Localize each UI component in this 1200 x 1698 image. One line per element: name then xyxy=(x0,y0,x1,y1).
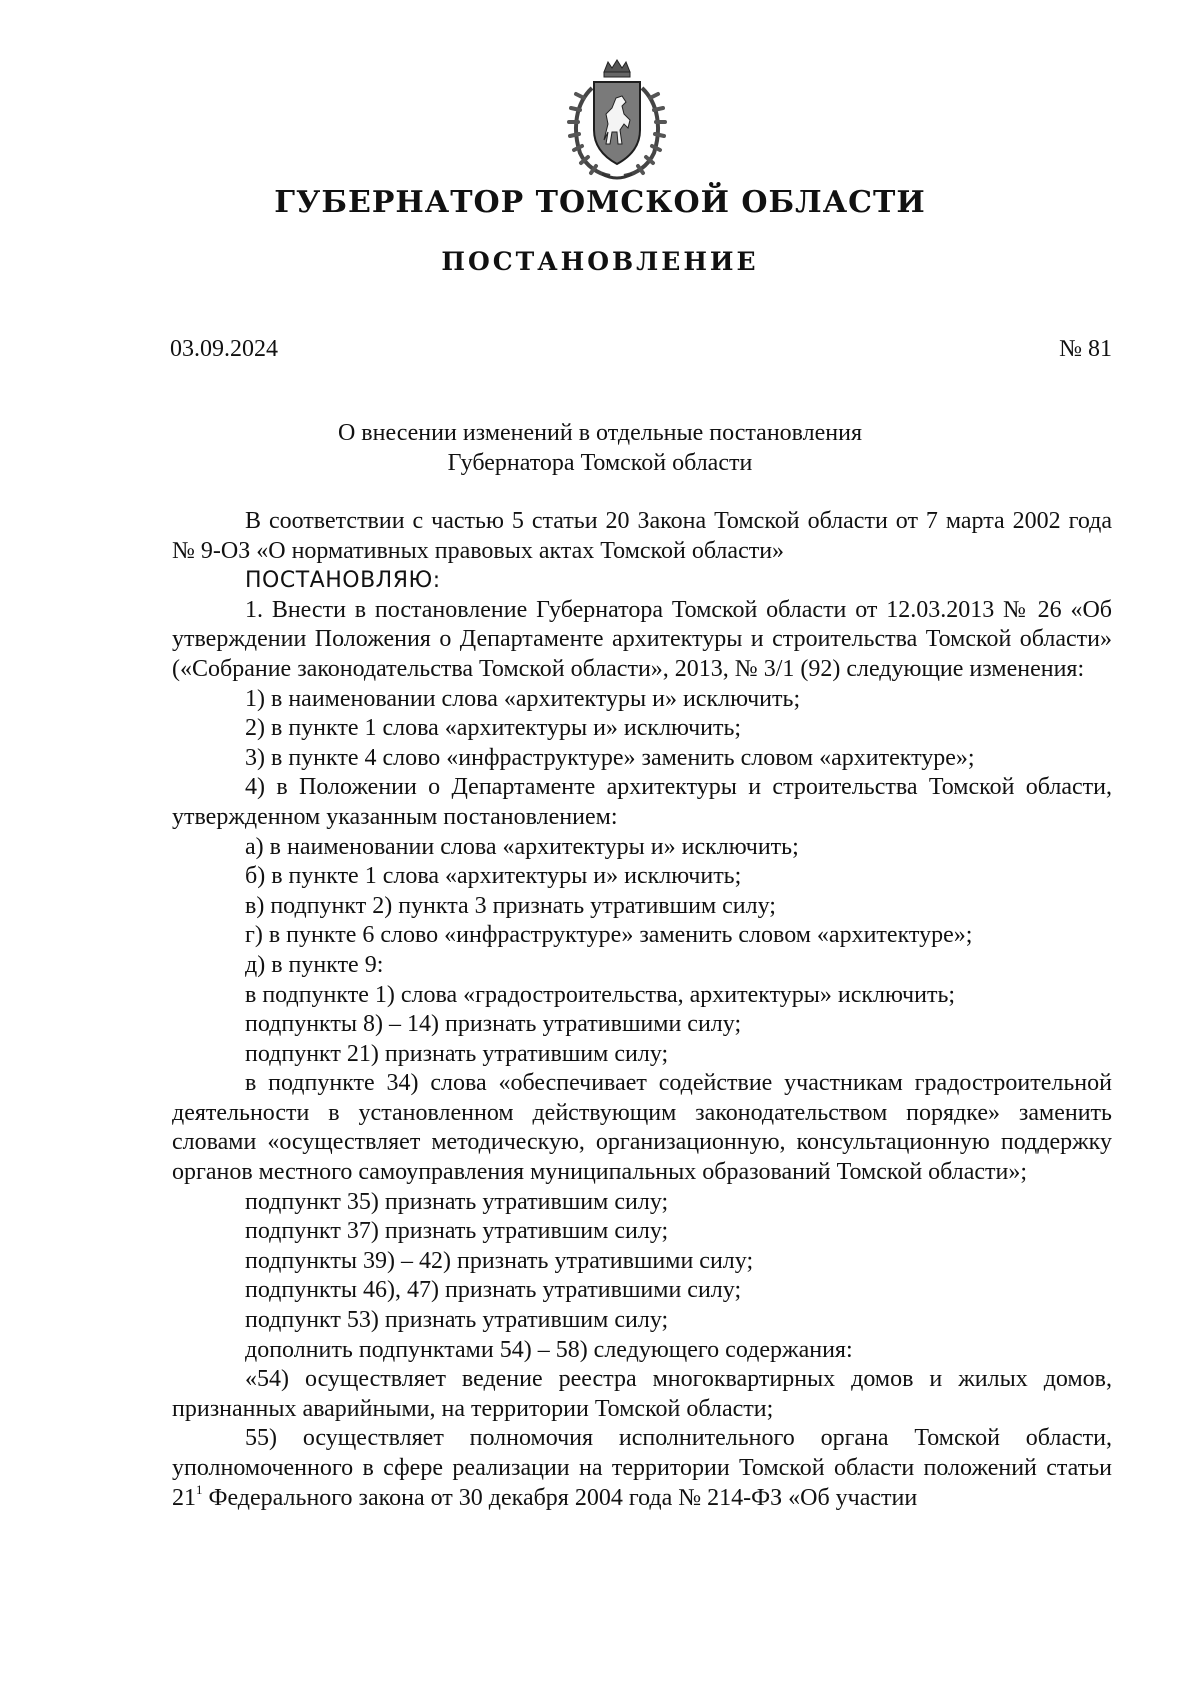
item-1: 1) в наименовании слова «архитектуры и» исключить; xyxy=(245,685,801,712)
item-2: 2) в пункте 1 слова «архитектуры и» исключить; xyxy=(245,715,742,742)
subitem-d-10: дополнить подпунктами 54) – 58) следующего содержания: xyxy=(245,1336,853,1363)
subitem-v: в) подпункт 2) пункта 3 признать утратившим силу; xyxy=(245,892,776,919)
subitem-d-1: в подпункте 1) слова «градостроительства, архитектуры» исключить; xyxy=(245,981,956,1008)
decree-word: ПОСТАНОВЛЯЮ: xyxy=(245,568,441,594)
subitem-d-3: подпункт 21) признать утратившим силу; xyxy=(245,1040,669,1067)
subitem-d-5: подпункт 35) признать утратившим силу; xyxy=(245,1188,669,1215)
title-line-1: О внесении изменений в отдельные постановления xyxy=(337,420,863,446)
subitem-d-9: подпункт 53) признать утратившим силу; xyxy=(245,1307,669,1334)
subitem-d-2: подпункты 8) – 14) признать утратившими силу; xyxy=(245,1011,742,1038)
document-number: № 81 xyxy=(1059,336,1112,362)
subitem-d-8: подпункты 46), 47) признать утратившими силу; xyxy=(245,1277,742,1304)
document-date: 03.09.2024 xyxy=(170,336,278,362)
document-title xyxy=(0,418,1200,478)
subitem-a: а) в наименовании слова «архитектуры и» исключить; xyxy=(245,833,799,860)
intro-paragraph: В соответствии с частью 5 статьи 20 Закона Томской области от 7 марта 2002 года № 9-ОЗ «О нормативных правовых актах Томской области» xyxy=(172,508,1112,564)
subitem-g: г) в пункте 6 слово «инфраструктуре» заменить словом «архитектуре»; xyxy=(245,922,973,949)
article-superscript: 1 xyxy=(196,1481,203,1497)
subitem-d-7: подпункты 39) – 42) признать утратившими силу; xyxy=(245,1247,754,1274)
subitem-d: д) в пункте 9: xyxy=(245,951,384,978)
subitem-b: б) в пункте 1 слова «архитектуры и» исключить; xyxy=(245,863,742,890)
document-type: ПОСТАНОВЛЕНИЕ xyxy=(441,247,759,276)
new-subitem-54: «54) осуществляет ведение реестра многоквартирных домов и жилых домов, признанных аварийными, на территории Томской области; xyxy=(172,1366,1112,1422)
title-line-2: Губернатора Томской области xyxy=(447,450,753,476)
subitem-55-continuation: Федерального закона от 30 декабря 2004 года № 214-ФЗ «Об участии xyxy=(202,1484,918,1511)
subitem-d-6: подпункт 37) признать утратившим силу; xyxy=(245,1218,669,1245)
tomsk-region-coat-of-arms-icon xyxy=(562,58,672,182)
organization-title: ГУБЕРНАТОР ТОМСКОЙ ОБЛАСТИ xyxy=(274,185,926,220)
document-body xyxy=(172,507,1112,1513)
paragraph-1: 1. Внести в постановление Губернатора Томской области от 12.03.2013 № 26 «Об утверждении Положения о Департаменте архитектуры и строительства Томской области» («Собрание законодательства Томской области», 2013, № 3/1 (92) следующие изменения: xyxy=(172,596,1112,682)
new-subitem-55 xyxy=(172,1424,1112,1513)
item-4: 4) в Положении о Департаменте архитектуры и строительства Томской области, утвержденном указанным постановлением: xyxy=(172,774,1112,830)
item-3: 3) в пункте 4 слово «инфраструктуре» заменить словом «архитектуре»; xyxy=(245,744,975,771)
subitem-55-text: 55) осуществляет полномочия исполнительного органа Томской области, уполномоченного в сфере реализации на территории Томской области положений статьи 21 xyxy=(172,1425,1112,1511)
subitem-d-4: в подпункте 34) слова «обеспечивает содействие участникам градостроительной деятельности в установленном действующим законодательством порядке» заменить словами «осуществляет методическую, организационную, консультационную поддержку органов местного самоуправления муниципальных образований Томской области»; xyxy=(172,1070,1112,1186)
